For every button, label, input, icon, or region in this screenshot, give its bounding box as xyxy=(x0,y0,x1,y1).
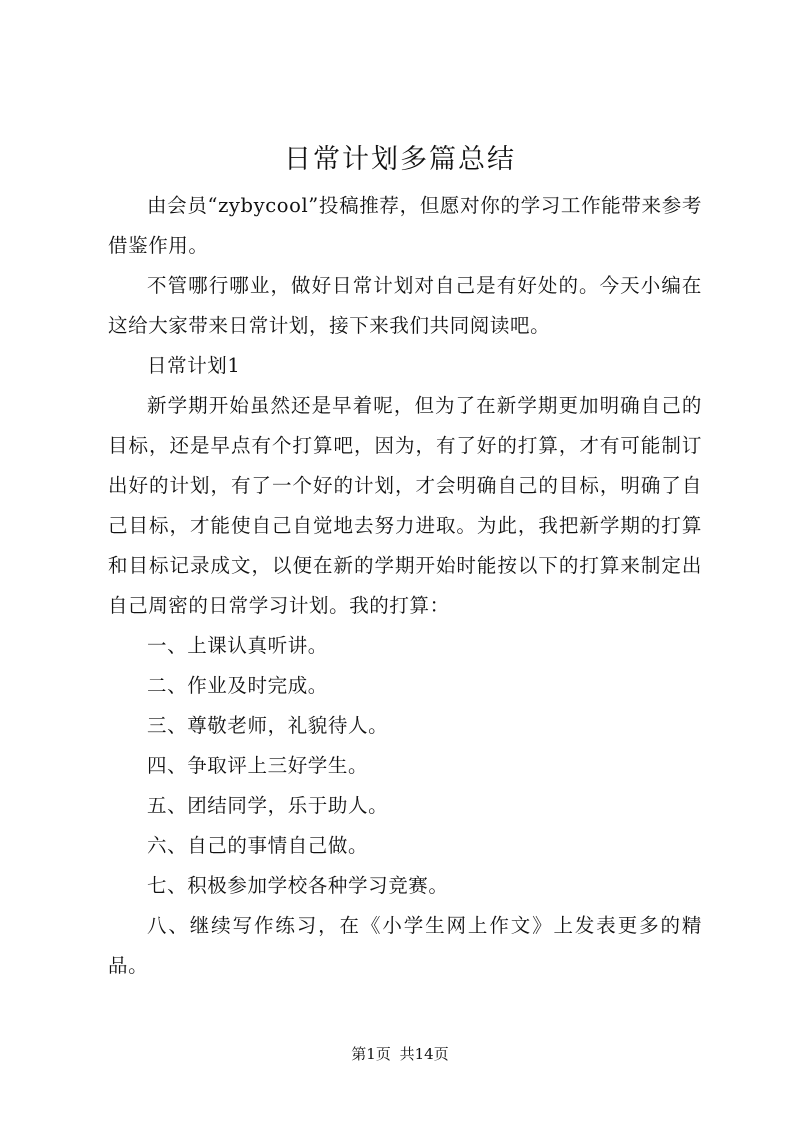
list-item: 三、尊敬老师，礼貌待人。 xyxy=(147,714,389,737)
page-footer xyxy=(0,1043,800,1065)
list-item: 一、上课认真听讲。 xyxy=(147,634,328,657)
paragraph-main: 新学期开始虽然还是早着呢，但为了在新学期更加明确自己的目标，还是早点有个打算吧，因为，有了好的打算，才有可能制订出好的计划，有了一个好的计划，才会明确自己的目标，明确了自己目标，才能使自己自觉地去努力进取。为此，我把新学期的打算和目标记录成文，以便在新的学期开始时能按以下的打算来制定出自己周密的日常学习计划。我的打算： xyxy=(108,394,702,617)
page-total: 共14页 xyxy=(399,1045,449,1063)
list-item: 七、积极参加学校各种学习竞赛。 xyxy=(147,874,449,897)
paragraph-lead: 不管哪行哪业，做好日常计划对自己是有好处的。今天小编在这给大家带来日常计划，接下来我们共同阅读吧。 xyxy=(108,274,702,337)
page-number: 第1页 xyxy=(351,1045,391,1063)
list-item: 八、继续写作练习，在《小学生网上作文》上发表更多的精品。 xyxy=(108,914,702,977)
list-item: 五、团结同学，乐于助人。 xyxy=(147,794,389,817)
document-title: 日常计划多篇总结 xyxy=(284,144,516,175)
section-heading: 日常计划1 xyxy=(147,354,241,377)
list-item: 四、争取评上三好学生。 xyxy=(147,754,369,777)
list-item: 二、作业及时完成。 xyxy=(147,674,328,697)
list-item: 六、自己的事情自己做。 xyxy=(147,834,369,857)
paragraph-intro: 由会员“zybycool”投稿推荐，但愿对你的学习工作能带来参考借鉴作用。 xyxy=(108,194,702,257)
document-body xyxy=(108,186,702,986)
